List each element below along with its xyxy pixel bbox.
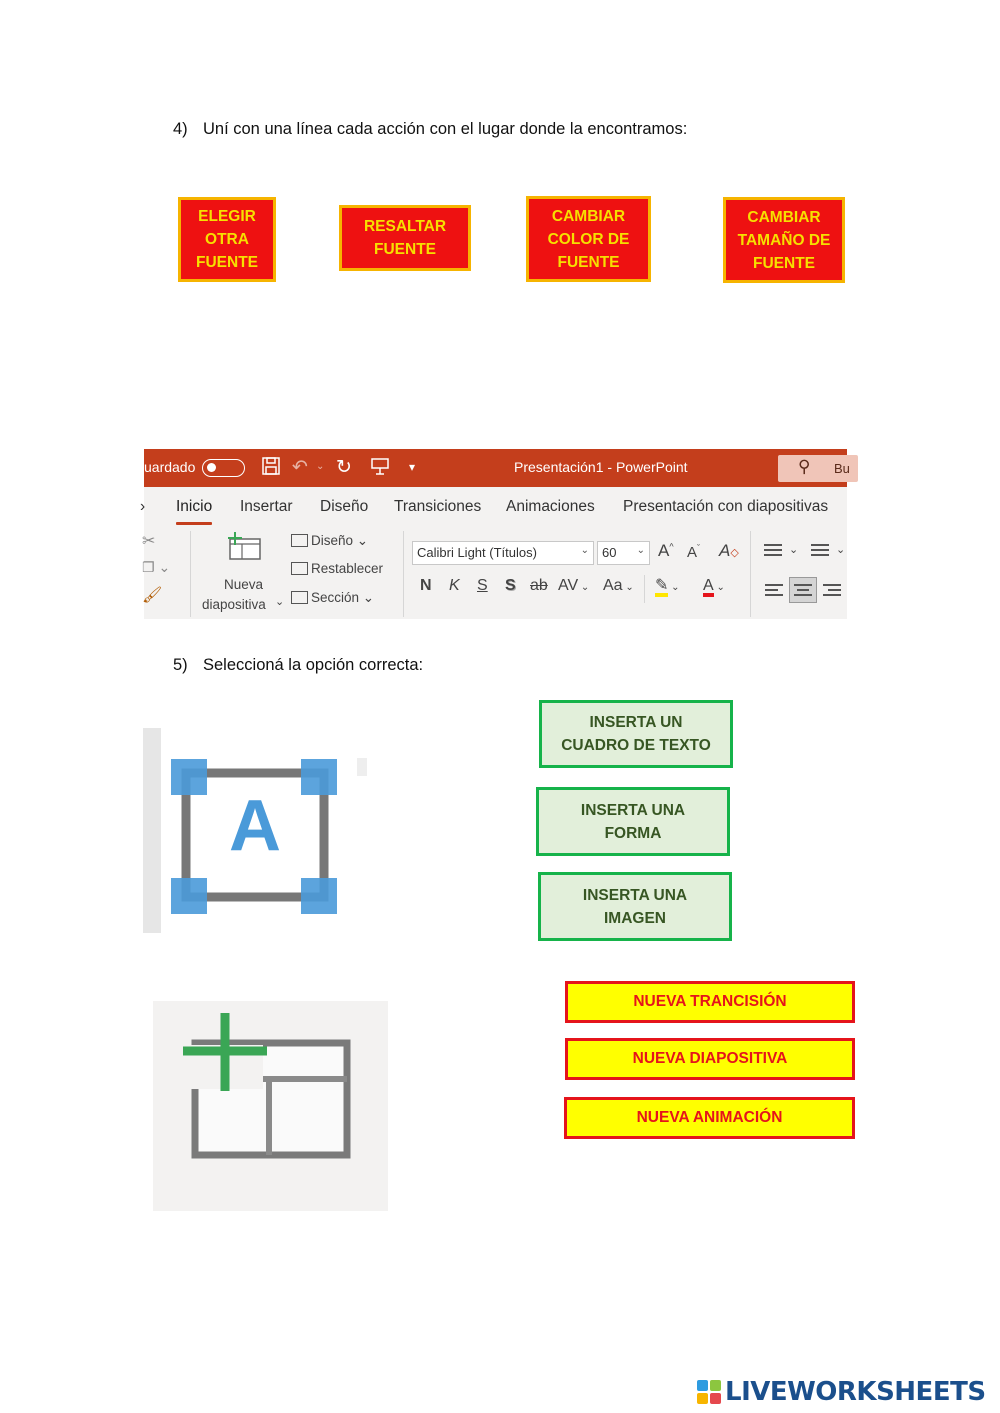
search-partial-text: Bu — [834, 461, 850, 476]
option-insert-textbox[interactable] — [539, 700, 733, 768]
highlighter-icon: ✎ — [655, 578, 668, 597]
tab-animaciones[interactable]: Animaciones — [506, 498, 595, 515]
autosave-label: uardado — [144, 459, 196, 475]
question-5 — [173, 656, 423, 675]
question-5-text: Seleccioná la opción correcta: — [203, 656, 424, 674]
action-change-font-size[interactable] — [723, 197, 845, 283]
strikethrough-button[interactable]: ab — [530, 577, 548, 594]
option-new-transition-label: NUEVA TRANCISIÓN — [633, 993, 787, 1010]
action-highlight-font-label: RESALTAR FUENTE — [363, 218, 447, 258]
tab-transiciones[interactable]: Transiciones — [394, 498, 482, 515]
action-choose-font[interactable] — [178, 197, 276, 282]
option-insert-textbox-label: INSERTA UN CUADRO DE TEXTO — [561, 714, 711, 754]
save-icon[interactable] — [261, 456, 281, 482]
search-icon: ⚲ — [798, 457, 811, 476]
section-icon — [291, 591, 308, 604]
shadow-button[interactable]: S — [505, 577, 516, 594]
reset-icon — [291, 562, 308, 575]
grow-font-label: A — [658, 541, 670, 560]
underline-button[interactable]: S — [477, 577, 488, 594]
option-insert-image-label: INSERTA UNA IMAGEN — [582, 886, 688, 927]
action-change-font-color[interactable] — [526, 196, 651, 282]
option-insert-image[interactable] — [538, 872, 732, 941]
tab-presentacion[interactable]: Presentación con diapositivas — [623, 498, 829, 515]
separator — [750, 531, 751, 617]
option-insert-shape[interactable] — [536, 787, 730, 856]
question-4 — [173, 120, 687, 139]
tab-previous-partial[interactable]: › — [140, 498, 146, 515]
chevron-down-icon: ⌄ — [580, 545, 589, 556]
font-name-select[interactable] — [412, 541, 594, 565]
layout-icon — [291, 534, 308, 547]
clear-format-icon[interactable]: A◇ — [719, 541, 739, 560]
new-slide-icon-image — [153, 1001, 388, 1211]
italic-button[interactable]: K — [449, 577, 460, 594]
bullets-icon[interactable] — [764, 544, 782, 558]
shrink-font-label: A — [687, 544, 698, 561]
separator — [403, 531, 404, 617]
numbering-icon[interactable] — [811, 544, 829, 558]
autosave-toggle[interactable] — [202, 459, 245, 477]
textbox-letter-a: A — [229, 786, 281, 866]
present-icon[interactable] — [370, 456, 390, 482]
section-button[interactable]: Sección ⌄ — [291, 590, 374, 606]
action-choose-font-label: ELEGIR OTRA FUENTE — [196, 208, 258, 271]
align-left-icon[interactable] — [765, 584, 783, 598]
separator — [644, 575, 645, 603]
option-new-slide-label: NUEVA DIAPOSITIVA — [632, 1050, 788, 1067]
layout-button[interactable]: Diseño ⌄ — [291, 533, 368, 549]
ribbon-tabs — [140, 487, 847, 527]
change-case-button[interactable]: Aa ⌄ — [603, 577, 634, 594]
question-4-text: Uní con una línea cada acción con el lugar donde la encontramos: — [203, 120, 688, 138]
logo-text: LIVEWORKSHEETS — [725, 1377, 986, 1407]
align-right-icon[interactable] — [823, 584, 841, 598]
textbox-icon-image — [143, 728, 373, 934]
reset-button[interactable] — [291, 561, 383, 576]
option-new-transition[interactable] — [565, 981, 855, 1023]
shrink-font-button[interactable]: $A^ˇ$ — [687, 543, 701, 561]
new-slide-label-1[interactable]: Nueva — [224, 577, 264, 592]
customize-toolbar-icon[interactable]: ▾ — [409, 460, 416, 474]
font-color-icon: A — [703, 578, 714, 597]
option-new-animation-label: NUEVA ANIMACIÓN — [636, 1109, 783, 1126]
align-center-icon — [794, 584, 812, 598]
powerpoint-ribbon — [140, 449, 850, 619]
action-change-font-size-label: CAMBIAR TAMAÑO DE FUENTE — [737, 208, 831, 272]
logo-mark-icon — [697, 1380, 721, 1404]
action-highlight-font[interactable] — [339, 205, 471, 271]
section-label: Sección — [311, 590, 360, 605]
undo-icon[interactable]: ↶ — [292, 457, 308, 478]
reset-label: Restablecer — [311, 561, 384, 576]
font-size-select[interactable] — [597, 541, 650, 565]
liveworksheets-logo — [697, 1374, 986, 1410]
tab-diseno[interactable]: Diseño — [320, 498, 369, 515]
new-slide-label-2[interactable]: diapositiva — [202, 597, 266, 612]
character-spacing-button[interactable]: AV ⌄ — [558, 577, 590, 594]
bullets-dropdown-icon[interactable]: ⌄ — [789, 544, 799, 556]
copy-icon[interactable]: ❐ ⌄ — [142, 559, 171, 575]
search-box[interactable] — [778, 455, 858, 482]
action-change-font-color-label: CAMBIAR COLOR DE FUENTE — [547, 207, 630, 271]
chevron-down-icon: ⌄ — [636, 545, 645, 556]
font-name-value: Calibri Light (Títulos) — [417, 545, 537, 560]
tab-inicio[interactable]: Inicio — [176, 498, 213, 515]
separator — [190, 531, 191, 617]
question-5-number: 5) — [173, 656, 188, 674]
highlight-button[interactable]: ✎ ⌄ — [655, 577, 680, 597]
numbering-dropdown-icon[interactable]: ⌄ — [836, 544, 846, 556]
change-case-label: Aa — [603, 577, 623, 594]
title-bar — [144, 449, 850, 487]
option-new-slide[interactable] — [565, 1038, 855, 1080]
new-slide-icon[interactable] — [224, 531, 264, 566]
tab-insertar[interactable]: Insertar — [240, 498, 293, 515]
character-spacing-label: AV — [558, 577, 579, 594]
format-painter-icon[interactable]: 🖌 — [142, 587, 163, 604]
grow-font-button[interactable]: A^ — [658, 541, 674, 560]
redo-icon[interactable]: ↻ — [336, 457, 352, 478]
ribbon-tools — [144, 527, 847, 619]
bold-button[interactable]: N — [420, 577, 432, 594]
question-4-number: 4) — [173, 120, 188, 138]
window-title: Presentación1 - PowerPoint — [514, 459, 688, 475]
cut-icon[interactable]: ✂ — [142, 533, 156, 550]
option-new-animation[interactable] — [564, 1097, 855, 1139]
option-insert-shape-label: INSERTA UNA FORMA — [580, 801, 686, 842]
layout-label: Diseño — [311, 533, 354, 548]
undo-dropdown-icon[interactable]: ⌄ — [316, 461, 325, 472]
font-color-button[interactable]: A ⌄ — [703, 577, 725, 597]
new-slide-dropdown-icon[interactable]: ⌄ — [275, 596, 285, 608]
font-size-value: 60 — [602, 545, 617, 560]
